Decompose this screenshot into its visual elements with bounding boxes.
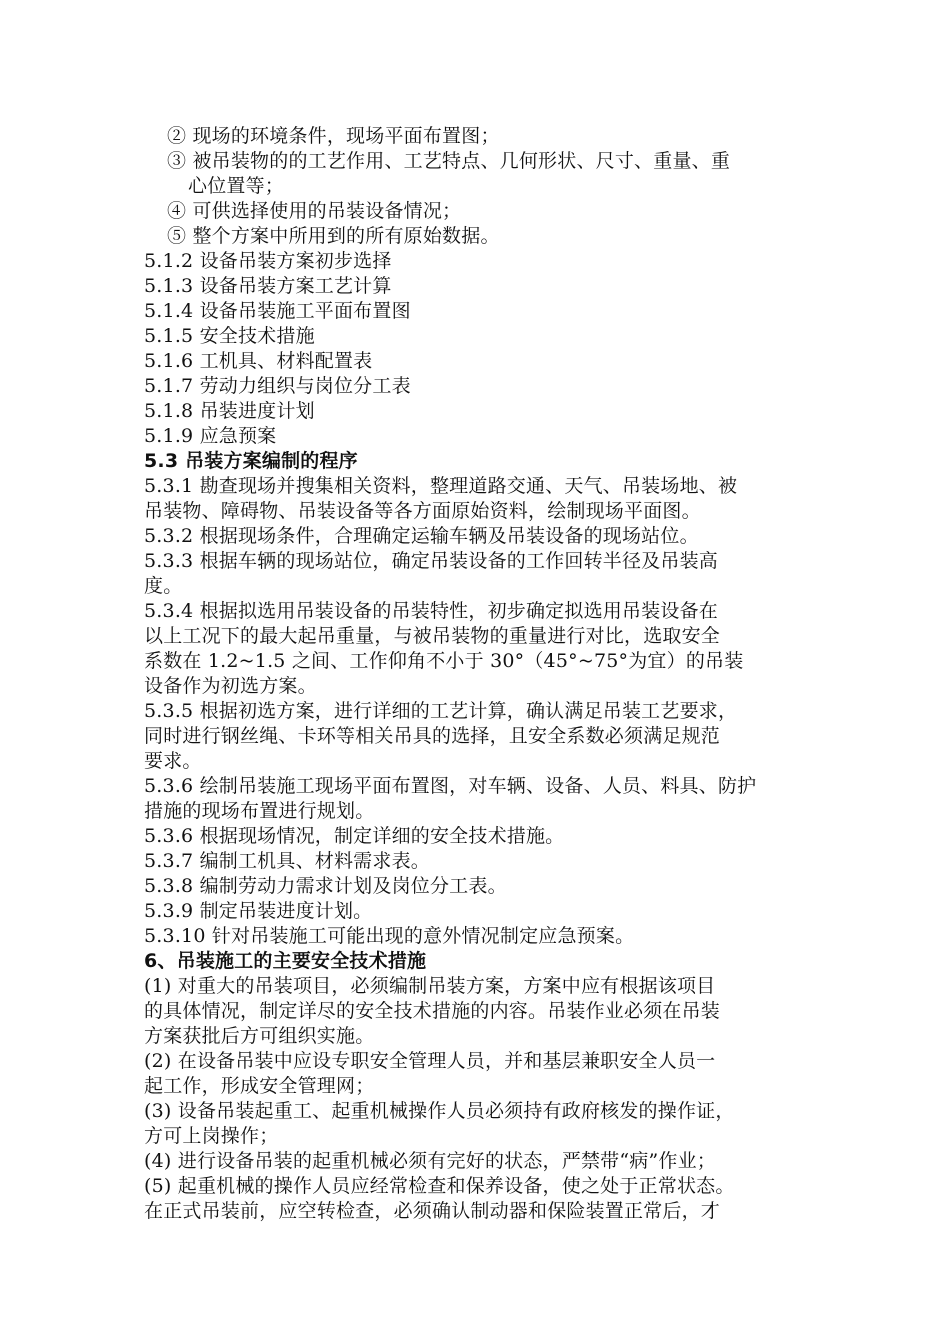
paragraph-line: 5.3.7 编制工机具、材料需求表。: [144, 850, 430, 872]
list-item: ③ 被吊装物的的工艺作用、工艺特点、几何形状、尺寸、重量、重: [167, 150, 731, 172]
paragraph-line: 吊装物、障碍物、吊装设备等各方面原始资料，绘制现场平面图。: [144, 500, 701, 522]
paragraph-line: 要求。: [144, 750, 202, 772]
paragraph-line: (4) 进行设备吊装的起重机械必须有完好的状态，严禁带“病”作业；: [144, 1150, 716, 1172]
section-item: 5.1.5 安全技术措施: [144, 325, 315, 347]
section-item: 5.1.9 应急预案: [144, 425, 277, 447]
section-item: 5.1.8 吊装进度计划: [144, 400, 315, 422]
paragraph-line: 方案获批后方可组织实施。: [144, 1025, 375, 1047]
paragraph-line: 的具体情况，制定详尽的安全技术措施的内容。吊装作业必须在吊装: [144, 1000, 721, 1022]
paragraph-line: 5.3.4 根据拟选用吊装设备的吊装特性，初步确定拟选用吊装设备在: [144, 600, 718, 622]
list-item: ⑤ 整个方案中所用到的所有原始数据。: [167, 225, 500, 247]
section-item: 5.1.2 设备吊装方案初步选择: [144, 250, 392, 272]
section-item: 5.1.4 设备吊装施工平面布置图: [144, 300, 411, 322]
paragraph-line: 起工作，形成安全管理网；: [144, 1075, 375, 1097]
paragraph-line: 5.3.9 制定吊装进度计划。: [144, 900, 373, 922]
paragraph-line: 在正式吊装前，应空转检查，必须确认制动器和保险装置正常后，才: [144, 1200, 721, 1222]
paragraph-line: (3) 设备吊装起重工、起重机械操作人员必须持有政府核发的操作证，: [144, 1100, 735, 1122]
paragraph-line: 5.3.5 根据初选方案，进行详细的工艺计算，确认满足吊装工艺要求，: [144, 700, 738, 722]
paragraph-line: 5.3.8 编制劳动力需求计划及岗位分工表。: [144, 875, 507, 897]
section-heading: 6、吊装施工的主要安全技术措施: [144, 950, 427, 972]
paragraph-line: 设备作为初选方案。: [144, 675, 317, 697]
list-item-continuation: 心位置等；: [188, 175, 285, 197]
section-item: 5.1.3 设备吊装方案工艺计算: [144, 275, 392, 297]
paragraph-line: 5.3.3 根据车辆的现场站位，确定吊装设备的工作回转半径及吊装高: [144, 550, 718, 572]
paragraph-line: 5.3.6 绘制吊装施工现场平面布置图，对车辆、设备、人员、料具、防护: [144, 775, 757, 797]
paragraph-line: 5.3.1 勘查现场并搜集相关资料，整理道路交通、天气、吊装场地、被: [144, 475, 738, 497]
paragraph-line: 方可上岗操作；: [144, 1125, 279, 1147]
list-item: ② 现场的环境条件，现场平面布置图；: [167, 125, 500, 147]
paragraph-line: 5.3.2 根据现场条件，合理确定运输车辆及吊装设备的现场站位。: [144, 525, 699, 547]
paragraph-line: 措施的现场布置进行规划。: [144, 800, 375, 822]
paragraph-line: 5.3.6 根据现场情况，制定详细的安全技术措施。: [144, 825, 565, 847]
section-heading: 5.3 吊装方案编制的程序: [144, 450, 358, 472]
paragraph-line: 同时进行钢丝绳、卡环等相关吊具的选择，且安全系数必须满足规范: [144, 725, 721, 747]
paragraph-line: (2) 在设备吊装中应设专职安全管理人员，并和基层兼职安全人员一: [144, 1050, 716, 1072]
paragraph-line: 系数在 1.2~1.5 之间、工作仰角不小于 30°（45°~75°为宜）的吊装: [144, 650, 744, 672]
paragraph-line: (5) 起重机械的操作人员应经常检查和保养设备，使之处于正常状态。: [144, 1175, 735, 1197]
section-item: 5.1.7 劳动力组织与岗位分工表: [144, 375, 411, 397]
paragraph-line: 度。: [144, 575, 183, 597]
paragraph-line: (1) 对重大的吊装项目，必须编制吊装方案，方案中应有根据该项目: [144, 975, 716, 997]
section-item: 5.1.6 工机具、材料配置表: [144, 350, 373, 372]
paragraph-line: 5.3.10 针对吊装施工可能出现的意外情况制定应急预案。: [144, 925, 635, 947]
list-item: ④ 可供选择使用的吊装设备情况；: [167, 200, 462, 222]
paragraph-line: 以上工况下的最大起吊重量，与被吊装物的重量进行对比，选取安全: [144, 625, 721, 647]
